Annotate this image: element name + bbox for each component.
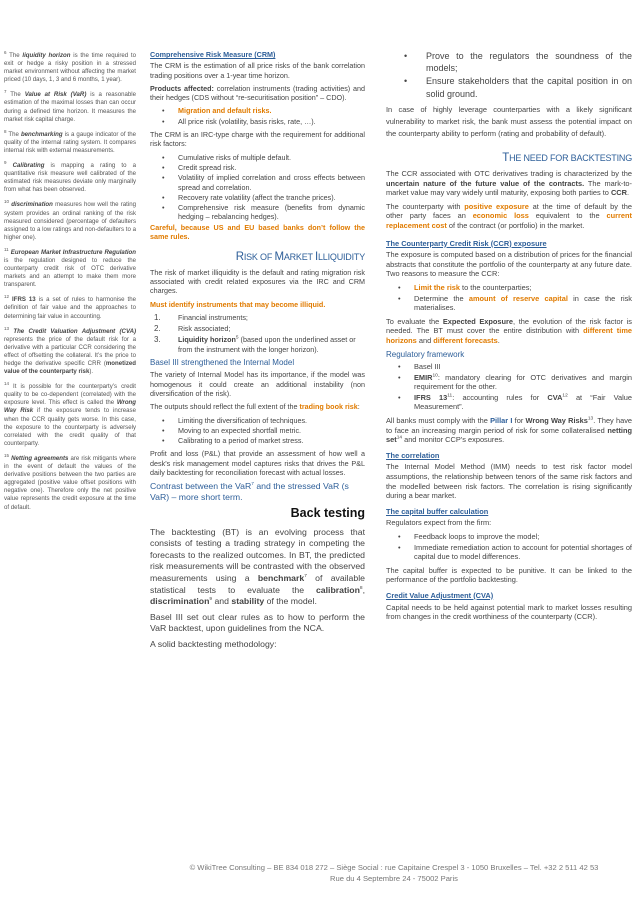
list-item: 3. Liquidity horizon$^5$ (based upon the underlined asset or from the instrument with the longer horizon). xyxy=(154,335,356,354)
footnote-13: $^{13}$ The Credit Valuation Adjustment (CVA) represents the price of the default risk for a derivative with a particular CCR considering the effect of offsetting the collateral. It’s the price to hedge the derivative specific CRR (monetized value of the counterparty risk). xyxy=(4,325,137,376)
list-item: • Determine the amount of reserve capital in case the risk materialises. xyxy=(398,293,632,313)
bullet-icon: • xyxy=(398,392,401,402)
list-item: • EMIR$^{10}$: mandatory clearing for OTC derivatives and margin requirement for the other. xyxy=(398,372,632,392)
basel-heading: Basel III strengthened the Internal Model xyxy=(150,358,295,368)
bullet-icon: • xyxy=(404,51,408,61)
footer-line-1: © WikiTree Consulting – BE 834 018 272 – Siège Social : rue Capitaine Crespel 3 - 1050 Bruxelles – Tel. +32 2 511 42 53 xyxy=(189,863,599,872)
list-item: • Cumulative risks of multiple default. xyxy=(162,152,292,162)
pnl-paragraph: Profit and loss (P&L) that provide an assessment of how well a desk’s risk management model captures risks that drives the P&L daily backtesting for reconciliation forecast with actual losses. xyxy=(150,449,365,477)
crm-factors-list xyxy=(150,153,365,222)
cva-paragraph: Capital needs to be held against potential mark to market losses resulting from changes in the credit worthiness of the counterparty (CCR). xyxy=(386,602,632,622)
crm-heading: Comprehensive Risk Measure (CRM) xyxy=(150,50,276,59)
illiquidity-must: Must identify instruments that may become illiquid. xyxy=(150,299,326,309)
list-item: • IFRS $13^{11}$: accounting rules for CVA$^{12}$ at “Fair Value Measurement”. xyxy=(398,392,632,412)
list-item: • Immediate remediation action to account for potential shortages of capital due to model differences. xyxy=(398,542,632,562)
backtesting-paragraph-3: A solid backtesting methodology: xyxy=(150,638,277,649)
regulatory-paragraph: All banks must comply with the Pillar I for Wrong Way Risks$^{13}$. They have to face an increasing margin period of risk for some collateralised netting set$^{14}$ and monitor CCP’s exposures. xyxy=(386,416,632,445)
cva-heading: Credit Value Adjustment (CVA) xyxy=(386,590,494,600)
crm-bullet-list xyxy=(150,106,365,126)
crm-paragraph: The CRM is the estimation of all price risks of the bank correlation trading positions over a 1-year time horizon. xyxy=(150,61,365,80)
basel-paragraph-1: The variety of Internal Model has its importance, if the model was homogenous it could create an additional instability (non diversification of the risk). xyxy=(150,370,365,398)
capital-buffer-paragraph-2: The capital buffer is expected to be punitive. It can be linked to the performance of the portfolio backtesting. xyxy=(386,565,632,585)
list-item: 2. Risk associated; xyxy=(154,324,231,334)
crm-products: Products affected: correlation instruments (trading activities) and their hedges (CDS without “re-securitisation position” – CDO). xyxy=(150,83,365,103)
basel-bullet-list xyxy=(150,416,365,446)
bullet-icon: • xyxy=(162,203,165,213)
bullet-icon: • xyxy=(162,152,165,162)
footer-line-2: Rue du 4 Septembre 24 - 75002 Paris xyxy=(330,874,458,883)
bullet-icon: • xyxy=(162,192,165,202)
list-item: 1. Financial instruments; xyxy=(154,312,248,322)
footnote-sidebar xyxy=(4,49,137,519)
main-column-right xyxy=(386,50,632,626)
list-item: • Limit the risk to the counterparties; xyxy=(398,282,532,292)
bullet-icon: • xyxy=(404,76,408,87)
footnote-12: $^{12}$ IFRS 13 is a set of rules to harmonise the definition of fair value and the approaches to determining fair value in accounting. xyxy=(4,294,136,320)
illiquidity-heading: RISK OF MARKET ILLIQUIDITY xyxy=(235,251,365,264)
need-backtesting-heading: THE NEED FOR BACKTESTING xyxy=(502,152,632,165)
list-item: • Migration and default risks. xyxy=(162,106,272,116)
crm-warning: Careful, because US and EU based banks don’t follow the same rules. xyxy=(150,222,365,242)
contrast-heading: Contrast between the VaR$^7$ and the stressed VaR (s VaR) – more short term. xyxy=(150,481,349,503)
correlation-heading: The correlation xyxy=(386,450,440,460)
list-item: • Volatility of implied correlation and cross effects between spread and correlation. xyxy=(162,173,365,192)
bullet-icon: • xyxy=(398,362,401,372)
need-paragraph-2: The counterparty with positive exposure at the time of default by the other party faces an economic loss equivalent to the current replacement cost of the contract (or portfolio) in the market. xyxy=(386,201,633,230)
bullet-icon: • xyxy=(162,436,165,446)
basel-paragraph-2: The outputs should reflect the full extent of the trading book risk: xyxy=(150,402,360,412)
backtesting-paragraph-2: Basel III set out clear rules as to how to perform the VaR backtest, upon guidelines from the NCA. xyxy=(150,611,365,634)
list-item: • Moving to an expected shortfall metric. xyxy=(162,425,302,435)
list-item: • Ensure stakeholders that the capital position in on solid ground. xyxy=(404,76,632,99)
list-item: • Limiting the diversification of techniques. xyxy=(162,415,308,425)
page-footer xyxy=(150,862,638,884)
illiquidity-list xyxy=(150,313,365,354)
list-item: • Credit spread risk. xyxy=(162,162,237,172)
footnote-14: $^{14}$ It is possible for the counterparty’s credit quality to be co-dependent (correlated) with the exposure level. This effect is called the Wrong Way Risk if the exposure tends to increase when the CCR quality gets worse. In this case, the exposure to the counterparty is adversely correlated with the credit quality of that counterparty. xyxy=(4,381,136,447)
backtesting-heading: Back testing xyxy=(290,506,365,521)
list-item: • Calibrating to a period of market stress. xyxy=(162,436,304,446)
crm-irc-paragraph: The CRM is an IRC-type charge with the requirement for additional risk factors: xyxy=(150,130,365,149)
regulatory-heading: Regulatory framework xyxy=(386,349,465,359)
bullet-icon: • xyxy=(398,372,401,382)
footnote-6: $^6$ The liquidity horizon is the time required to exit or hedge a risky position in a stressed market environment without affecting the market priced (10 days, 1, 3 and 6 months, 1 year). xyxy=(4,49,137,84)
need-paragraph-1: The CCR associated with OTC derivatives trading is characterized by the uncertain nature of the future value of the contracts. The mark-to-market value may vary widely until maturity, exposing both parties to CCR. xyxy=(386,169,633,198)
footnote-7: $^7$ The Value at Risk (VaR) is a reasonable estimation of the maximal losses than can occur during a defined time horizon. It measures the market risk capital charge. xyxy=(4,89,136,123)
illiquidity-paragraph: The risk of market illiquidity is the default and rating migration risk associated with credit related exposures via the IRC and CRM charges. xyxy=(150,267,365,296)
backtesting-paragraph-1: The backtesting (BT) is an evolving process that consists of testing a trading strategy in competing the forecasts to the realized outcomes. In BT, the predicted risk measurements will be contrasted with the observed measurements using a benchmark$^7$ of available statistical tests to evaluate the calibration$^8$, discrimination$^9$ and stability of the model. xyxy=(150,526,365,607)
ccr-paragraph-1: The exposure is computed based on a distribution of prices for the financial abstracts that constitute the portfolio of the counterparty at any future date. Two reasons to measure the CCR: xyxy=(386,250,632,279)
capital-buffer-list xyxy=(386,532,632,562)
bullet-icon: • xyxy=(162,162,165,172)
bullet-icon: • xyxy=(398,532,401,542)
correlation-paragraph: The Internal Model Method (IMM) needs to test risk factor model assumptions, the relationship between tenors of the same risk factors and the modelled between risk factors. The correlation is rising significantly during a bear market. xyxy=(386,462,632,501)
footnote-8: $^8$ The benchmarking is a gauge indicator of the quality of the internal rating system. It compares internal risk with external measurements. xyxy=(4,128,136,154)
leverage-paragraph: In case of highly leverage counterparties with a likely significant vulnerability to market risk, the bank must assess the potential impact on the counterparty ability to perform (rating and probability of default). xyxy=(386,104,632,139)
footnote-15: $^{15}$ Netting agreements are risk mitigants where in the event of default the values of the derivative positions between the two parties are aggregated (positive value offset positions with negative one). Therefore only the net positive value represents the credit exposure at the time of default. xyxy=(4,452,136,511)
bullet-icon: • xyxy=(162,415,165,425)
list-item: • All price risk (volatility, basis risks, rate, …). xyxy=(162,116,316,126)
footnote-11: $^{11}$ European Market Infrastructure Regulation is the regulation designed to reduce the counterparty credit risk of OTC derivative markets and an attempt to make them more transparent. xyxy=(4,246,136,289)
regulatory-bullet-list xyxy=(386,362,632,412)
list-item: • Recovery rate volatility (affect the tranche prices). xyxy=(162,192,336,202)
list-item: • Comprehensive risk measure (benefits from dynamic hedging – rebalancing hedges). xyxy=(162,203,365,222)
capital-buffer-heading: The capital buffer calculation xyxy=(386,506,489,516)
top-bullet-list xyxy=(386,50,632,100)
bullet-icon: • xyxy=(162,173,165,183)
bullet-icon: • xyxy=(398,293,401,303)
bullet-icon: • xyxy=(162,425,165,435)
bullet-icon: • xyxy=(398,282,401,292)
list-item: • Prove to the regulators the soundness of the models; xyxy=(404,51,632,74)
footnote-10: $^{10}$ discrimination measures how well the rating system provides an ordinal ranking of the risk measured considered (percentage of defaulters assigned to a low ratings and non-defaulters to a higher one). xyxy=(4,199,136,241)
ccr-bullet-list xyxy=(386,283,632,313)
capital-buffer-paragraph-1: Regulators expect from the firm: xyxy=(386,518,492,528)
ccr-paragraph-2: To evaluate the Expected Exposure, the evolution of the risk factor is needed. The BT must cover the entire distribution with different time horizons and different forecasts. xyxy=(386,316,633,345)
main-column-left xyxy=(150,50,365,655)
bullet-icon: • xyxy=(162,116,165,126)
bullet-icon: • xyxy=(162,106,165,116)
footnote-9: $^9$ Calibrating is mapping a rating to a quantitative risk measure well calibrated of the estimated risk measures deviate only marginally from what has been observed. xyxy=(4,160,136,194)
bullet-icon: • xyxy=(398,542,401,552)
list-item: • Basel III xyxy=(398,362,441,372)
list-item: • Feedback loops to improve the model; xyxy=(398,532,540,542)
ccr-heading: The Counterparty Credit Risk (CCR) exposure xyxy=(386,238,547,248)
